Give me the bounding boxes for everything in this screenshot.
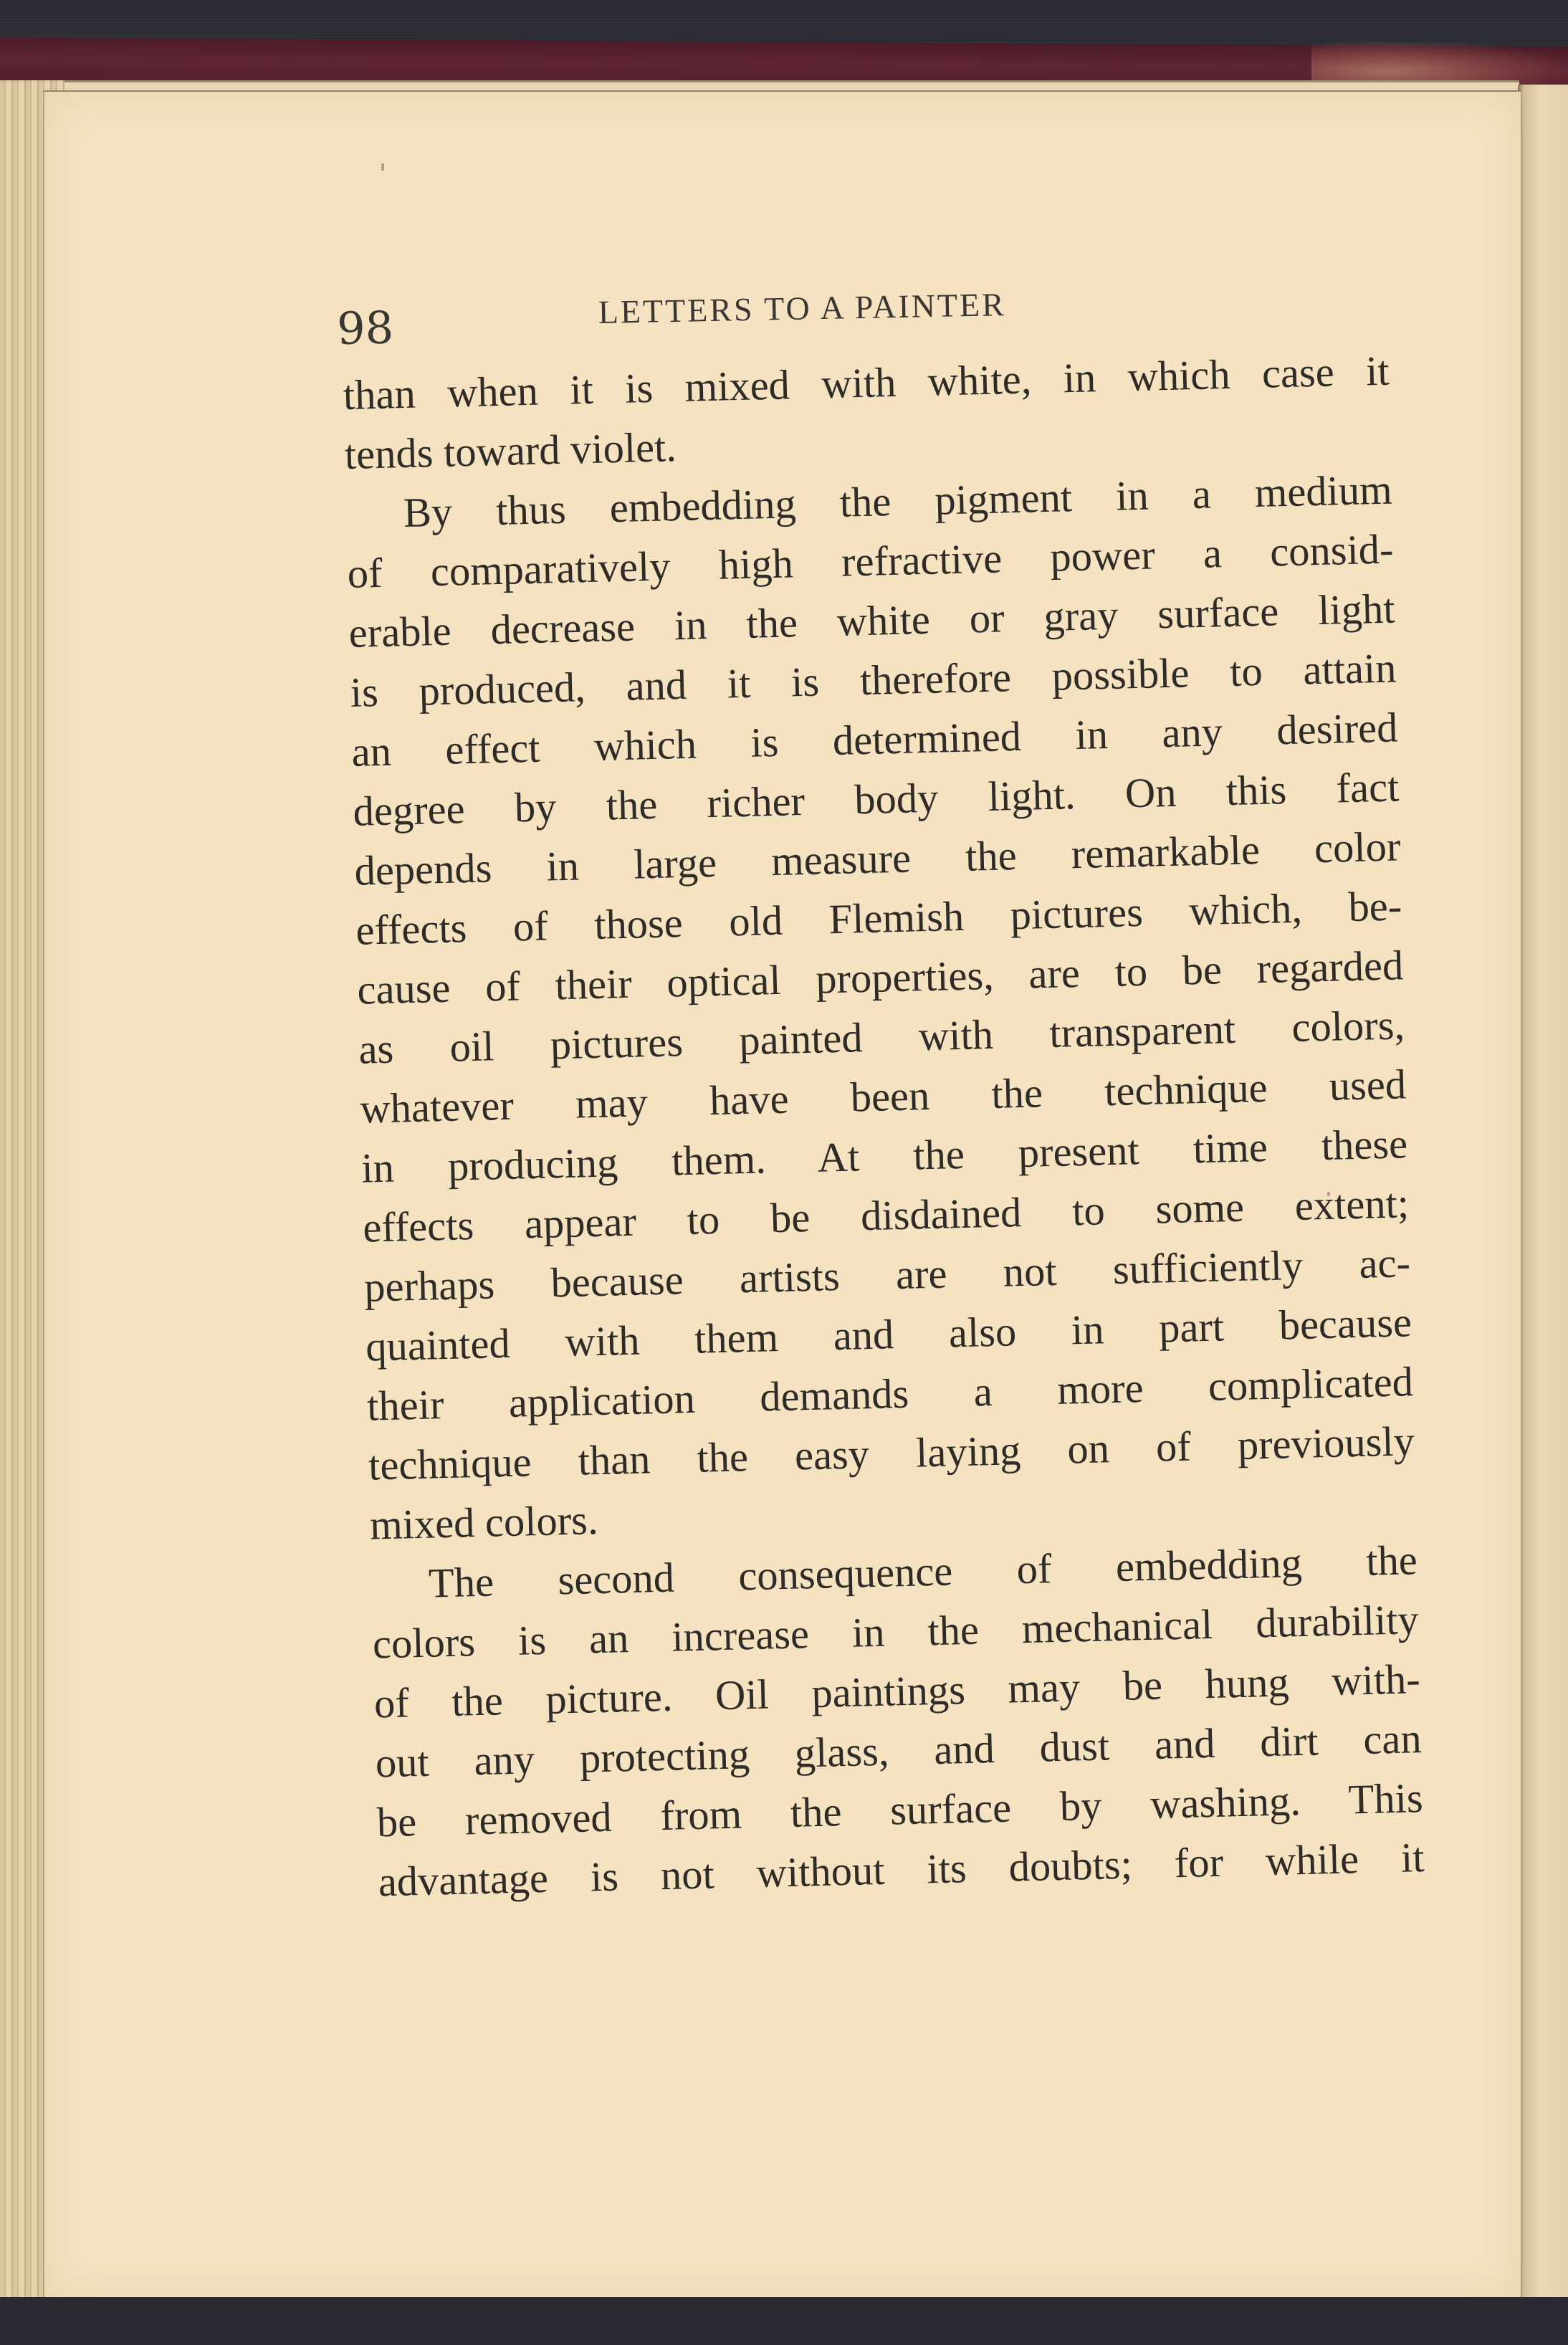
- text-line: depends in large measure the remarkable color: [353, 823, 1401, 894]
- text-line: than when it is mixed with white, in which case it: [343, 347, 1390, 419]
- text-line: The second consequence of embedding the: [428, 1537, 1418, 1607]
- text-line: mixed colors.: [369, 1496, 599, 1549]
- text-line: of comparatively high refractive power a consid-: [347, 525, 1395, 597]
- text-line: degree by the richer body light. On this fact: [352, 763, 1400, 835]
- text-line: an effect which is determined in any desired: [350, 704, 1399, 775]
- text-line: By thus embedding the pigment in a medium: [403, 466, 1393, 537]
- text-line: as oil pictures painted with transparent colors,: [358, 1001, 1405, 1073]
- text-line: whatever may have been the technique used: [359, 1061, 1407, 1132]
- paragraph-3: [371, 1530, 1425, 1911]
- paragraph-2: [345, 460, 1417, 1555]
- text-line: their application demands a more complicated: [366, 1358, 1414, 1430]
- text-line: tends toward violet.: [344, 424, 677, 478]
- bottom-cover-cloth: [0, 2297, 1568, 2345]
- text-line: erable decrease in the white or gray surface light: [348, 585, 1396, 656]
- right-gutter: [1518, 85, 1568, 2306]
- text-line: of the picture. Oil paintings may be hung with-: [373, 1656, 1421, 1727]
- text-line: out any protecting glass, and dust and dirt can: [375, 1715, 1423, 1787]
- paper-fleck: [381, 163, 384, 171]
- text-line: perhaps because artists are not sufficiently ac-: [363, 1239, 1411, 1311]
- running-head-title: LETTERS TO A PAINTER: [598, 286, 1007, 330]
- text-line: effects of those old Flemish pictures which, be-: [355, 882, 1402, 954]
- page-number: 98: [336, 301, 394, 355]
- body-text: [343, 341, 1425, 1912]
- text-line: be removed from the surface by washing. This: [376, 1775, 1424, 1846]
- text-line: effects appear to be disdained to some extent;: [362, 1180, 1410, 1251]
- text-line: advantage is not without its doubts; for while it: [378, 1834, 1425, 1906]
- text-line: cause of their optical properties, are to be regarded: [356, 942, 1404, 1013]
- text-line: colors is an increase in the mechanical durability: [372, 1596, 1420, 1668]
- text-line: is produced, and it is therefore possible to attain: [349, 644, 1397, 716]
- text-line: technique than the easy laying on of previously: [368, 1418, 1415, 1489]
- text-line: quainted with them and also in part because: [365, 1299, 1412, 1370]
- text-line: in producing them. At the present time these: [360, 1120, 1408, 1192]
